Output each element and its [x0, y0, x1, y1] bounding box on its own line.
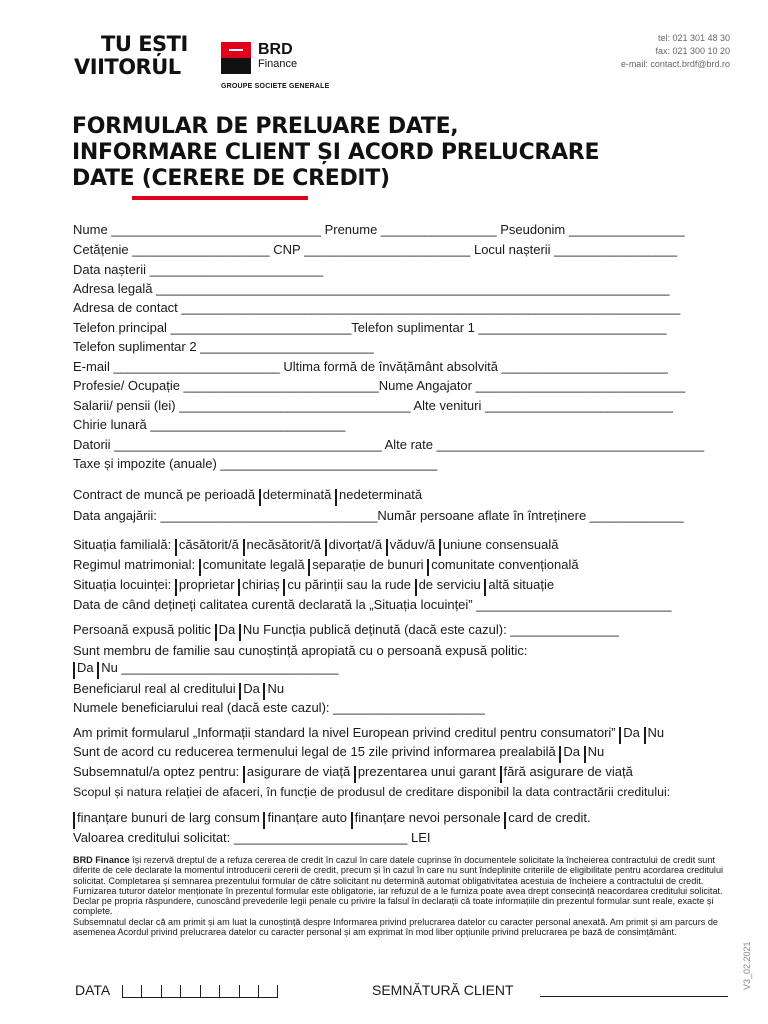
consent-reduction-no-label: Nu — [587, 744, 605, 759]
family-consensual-label: uniune consensuală — [442, 537, 559, 552]
beneficiary-label: Beneficiarul real al creditului — [73, 681, 236, 696]
slogan-line-1: TU EȘTI — [101, 32, 188, 56]
family-label: Situația familială: — [73, 537, 172, 552]
financing-consumer-label: finanțare bunuri de larg consum — [77, 810, 260, 825]
housing-owner-checkbox[interactable] — [175, 579, 177, 596]
housing-row — [73, 577, 733, 596]
title-line-1: FORMULAR DE PRELUARE DATE, — [72, 114, 459, 139]
field-row-hire-date[interactable]: Data angajării: ______________________________Număr persoane aflate în întreținere _____________ — [73, 508, 684, 523]
legal-paragraph-1-text: își rezervă dreptul de a refuza cererea de credit în cazul în care datele cuprinse în documentele solicitate la încheierea contractului de credit sunt diferite de cele declarate la momentul introducerii cererii de credit, precum și în cazul în care nu sunt îndeplinite criteriile de eligibilitate pentru acordarea creditului solicitat. Completarea și semnarea prezentului formular de către solicitant nu determină automat obligativitatea acestuia de încheiere a contractului de credit. Furnizarea tuturor datelor menționate în prezentul formular este obligatorie, iar refuzul de a le furniza poate avea drept consecință neacordarea creditului solicitat. — [73, 855, 724, 896]
pep-function-field[interactable]: Funcția publică deținută (dacă este cazul): _______________ — [263, 622, 619, 637]
contact-tel: tel: 021 301 48 30 — [657, 33, 730, 43]
insurance-none-checkbox[interactable] — [500, 766, 502, 783]
field-row-credit-value[interactable]: Valoarea creditului solicitat: ________________________ LEI — [73, 830, 431, 845]
field-row-name[interactable]: Nume _____________________________ Prenume ________________ Pseudonim ________________ — [73, 222, 685, 237]
family-unmarried-checkbox[interactable] — [243, 539, 245, 556]
financing-row — [73, 810, 733, 829]
housing-parents-checkbox[interactable] — [283, 579, 285, 596]
consent-standard-info-no-checkbox[interactable] — [644, 727, 646, 744]
consent-reduction-no-checkbox[interactable] — [584, 746, 586, 763]
housing-other-checkbox[interactable] — [484, 579, 486, 596]
pep-yes-checkbox[interactable] — [215, 624, 217, 641]
beneficiary-yes-label: Da — [243, 681, 260, 696]
family-divorced-checkbox[interactable] — [325, 539, 327, 556]
legal-brand: BRD Finance — [73, 855, 130, 865]
insurance-none-label: fără asigurare de viață — [503, 764, 633, 779]
matrimonial-legal-checkbox[interactable] — [199, 559, 201, 576]
family-row — [73, 537, 733, 556]
financing-consumer-checkbox[interactable] — [73, 812, 75, 829]
brand-line-1: BRD — [258, 41, 293, 58]
family-widowed-checkbox[interactable] — [386, 539, 388, 556]
contact-email: e-mail: contact.brdf@brd.ro — [620, 59, 730, 69]
family-unmarried-label: necăsătorit/ă — [246, 537, 321, 552]
legal-paragraph-3: Subsemnatul declar că am primit și am luat la cunoștință despre Informarea privind prelucrarea datelor cu caracter personal anexată. Am primit și am parcurs de asemenea Acordul privind prelucrarea datelor cu caracter personal și am exprimat în mod liber opțiunile privind prelucrarea pe bază de consimțământ. — [73, 916, 718, 938]
matrimonial-legal-label: comunitate legală — [202, 557, 305, 572]
consent-reduction-yes-checkbox[interactable] — [559, 746, 561, 763]
field-row-contact-address[interactable]: Adresa de contact _____________________________________________________________________ — [73, 300, 681, 315]
field-row-birth-date[interactable]: Data nașterii ________________________ — [73, 262, 324, 277]
pep-no-label: Nu — [242, 622, 260, 637]
matrimonial-conventional-checkbox[interactable] — [427, 559, 429, 576]
financing-personal-label: finanțare nevoi personale — [354, 810, 501, 825]
pep-family-no-label: Nu — [101, 660, 118, 675]
contract-indefinite-checkbox[interactable] — [335, 489, 337, 506]
housing-owner-label: proprietar — [178, 577, 235, 592]
pep-row — [73, 622, 733, 641]
housing-service-checkbox[interactable] — [415, 579, 417, 596]
insurance-guarantor-label: prezentarea unui garant — [357, 764, 496, 779]
pep-family-yes-label: Da — [77, 660, 94, 675]
family-divorced-label: divorțat/ă — [328, 537, 383, 552]
consent-standard-info-yes-label: Da — [623, 725, 640, 740]
consent-standard-info-text: Am primit formularul „Informații standard la nivel European privind creditul pentru consumatori” — [73, 725, 616, 740]
insurance-life-checkbox[interactable] — [243, 766, 245, 783]
beneficiary-row — [73, 681, 733, 700]
contract-row — [73, 487, 733, 506]
legal-text — [73, 855, 733, 937]
insurance-guarantor-checkbox[interactable] — [354, 766, 356, 783]
matrimonial-separation-checkbox[interactable] — [308, 559, 310, 576]
insurance-row — [73, 764, 733, 783]
title-accent-bar — [132, 196, 308, 200]
title-line-2: INFORMARE CLIENT ȘI ACORD PRELUCRARE — [72, 140, 600, 165]
contract-fixed-label: determinată — [262, 487, 332, 502]
contact-block — [621, 32, 730, 71]
housing-other-label: altă situație — [488, 577, 555, 592]
slogan-logo — [74, 33, 188, 79]
signature-line[interactable] — [540, 996, 728, 997]
financing-auto-label: finanțare auto — [267, 810, 347, 825]
group-name: GROUPE SOCIETE GENERALE — [221, 83, 330, 90]
family-consensual-checkbox[interactable] — [439, 539, 441, 556]
pep-family-row — [73, 660, 733, 679]
consent-reduction-yes-label: Da — [563, 744, 580, 759]
matrimonial-separation-label: separație de bunuri — [312, 557, 424, 572]
business-scope-text: Scopul și natura relației de afaceri, în funcție de produsul de creditare disponibil la data contractării creditului: — [73, 785, 671, 799]
field-row-housing-since[interactable]: Data de când dețineți calitatea curentă declarată la „Situația locuinței” ___________________________ — [73, 597, 672, 612]
field-row-phone-2[interactable]: Telefon suplimentar 2 ________________________ — [73, 339, 374, 354]
brand-line-2: Finance — [258, 58, 298, 70]
form-title — [72, 114, 599, 192]
matrimonial-label: Regimul matrimonial: — [73, 557, 196, 572]
financing-personal-checkbox[interactable] — [351, 812, 353, 829]
contract-label: Contract de muncă pe perioadă — [73, 487, 256, 502]
field-row-beneficiary-name[interactable]: Numele beneficiarului real (dacă este cazul): _____________________ — [73, 700, 485, 715]
societe-generale-logo-icon — [221, 42, 251, 74]
title-line-3: DATE (CERERE DE CREDIT) — [72, 166, 390, 191]
pep-family-field[interactable]: ______________________________ — [121, 660, 339, 675]
date-label: DATA — [75, 982, 111, 998]
contract-fixed-checkbox[interactable] — [259, 489, 261, 506]
family-widowed-label: văduv/ă — [389, 537, 436, 552]
beneficiary-no-label: Nu — [267, 681, 285, 696]
date-input-boxes[interactable] — [122, 978, 278, 998]
field-row-income[interactable]: Salarii/ pensii (lei) ________________________________ Alte venituri __________________________ — [73, 398, 673, 413]
consent-standard-info-yes-checkbox[interactable] — [619, 727, 621, 744]
field-row-email[interactable]: E-mail _______________________ Ultima formă de învățământ absolvită _______________________ — [73, 359, 668, 374]
consent-standard-info-no-label: Nu — [647, 725, 665, 740]
legal-paragraph-2: Declar pe propria răspundere, cunoscând prevederile legii penale cu privire la falsul în declarații că toate informațiile din prezentul formular sunt reale, exacte și complete. — [73, 896, 714, 917]
insurance-label: Subsemnatul/a optez pentru: — [73, 764, 240, 779]
field-row-legal-address[interactable]: Adresa legală _______________________________________________________________________ — [73, 281, 670, 296]
pep-family-question: Sunt membru de familie sau cunoștință apropiată cu o persoană expusă politic: — [73, 643, 528, 658]
contract-indefinite-label: nedeterminată — [339, 487, 423, 502]
housing-parents-label: cu părinții sau la rude — [287, 577, 411, 592]
housing-tenant-checkbox[interactable] — [238, 579, 240, 596]
financing-card-label: card de credit. — [508, 810, 591, 825]
brand-name — [258, 42, 297, 71]
family-married-checkbox[interactable] — [175, 539, 177, 556]
field-row-citizenship[interactable]: Cetățenie ___________________ CNP _______________________ Locul nașterii _________________ — [73, 242, 678, 257]
version-code: V3_02.2021 — [742, 941, 752, 990]
matrimonial-conventional-label: comunitate convențională — [431, 557, 579, 572]
legal-paragraph-1 — [73, 855, 733, 896]
housing-tenant-label: chiriaș — [242, 577, 280, 592]
beneficiary-no-checkbox[interactable] — [263, 683, 265, 700]
pep-label: Persoană expusă politic — [73, 622, 212, 637]
pep-family-yes-checkbox[interactable] — [73, 662, 75, 679]
field-row-debts[interactable]: Datorii _____________________________________ Alte rate _____________________________________ — [73, 437, 705, 452]
housing-service-label: de serviciu — [418, 577, 481, 592]
housing-label: Situația locuinței: — [73, 577, 172, 592]
consent-reduction-text: Sunt de acord cu reducerea termenului legal de 15 zile privind informarea prealabilă — [73, 744, 556, 759]
field-row-taxes[interactable]: Taxe și impozite (anuale) ______________________________ — [73, 456, 438, 471]
pep-family-no-checkbox[interactable] — [97, 662, 99, 679]
matrimonial-row — [73, 557, 733, 576]
contact-fax: fax: 021 300 10 20 — [655, 46, 730, 56]
field-row-phone[interactable]: Telefon principal _________________________Telefon suplimentar 1 __________________________ — [73, 320, 667, 335]
consent-standard-info-row — [73, 725, 733, 744]
beneficiary-yes-checkbox[interactable] — [239, 683, 241, 700]
slogan-line-2: VIITORUL — [74, 55, 181, 79]
financing-card-checkbox[interactable] — [504, 812, 506, 829]
field-row-rent[interactable]: Chirie lunară ___________________________ — [73, 417, 346, 432]
pep-no-checkbox[interactable] — [239, 624, 241, 641]
field-row-profession[interactable]: Profesie/ Ocupație ___________________________Nume Angajator _____________________________ — [73, 378, 686, 393]
family-married-label: căsătorit/ă — [178, 537, 239, 552]
pep-yes-label: Da — [218, 622, 236, 637]
financing-auto-checkbox[interactable] — [263, 812, 265, 829]
signature-label: SEMNĂTURĂ CLIENT — [372, 982, 514, 998]
consent-reduction-row — [73, 744, 733, 763]
insurance-life-label: asigurare de viață — [246, 764, 351, 779]
